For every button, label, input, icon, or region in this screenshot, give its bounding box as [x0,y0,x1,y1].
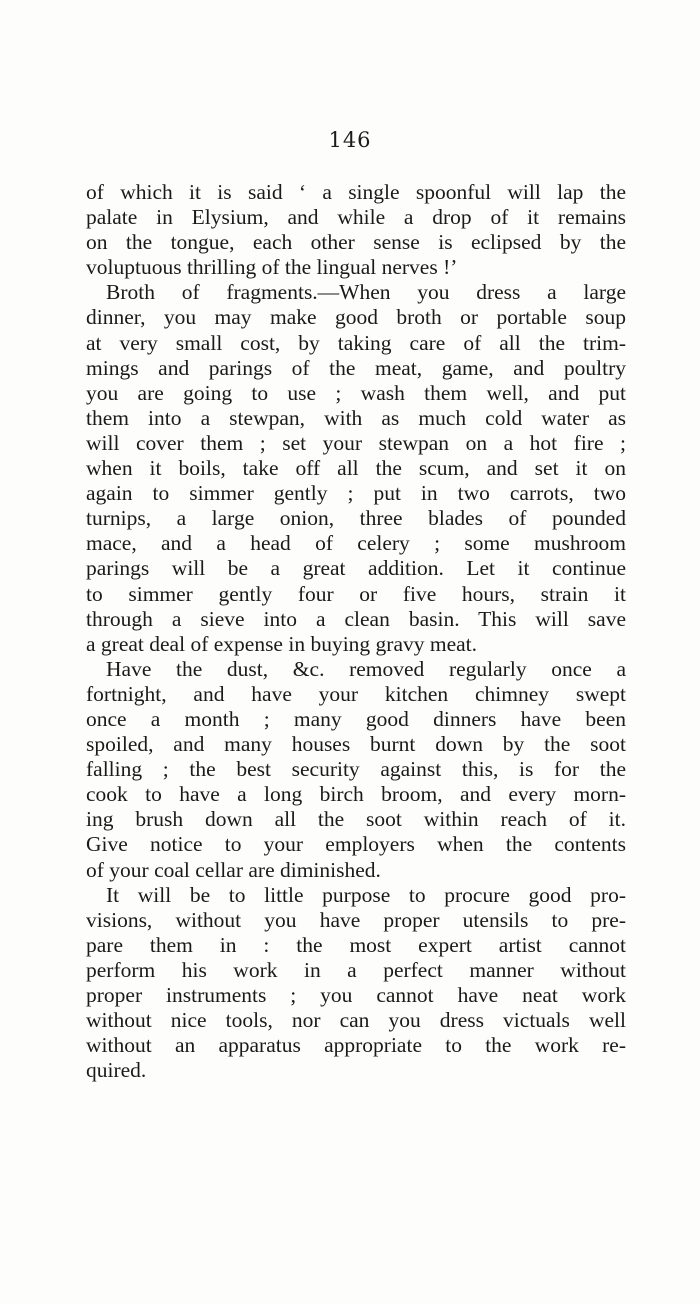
text-line: to simmer gently four or five hours, strain it [86,581,626,606]
page-number: 146 [328,128,372,152]
text-line: dinner, you may make good broth or portable soup [86,305,626,330]
text-line: ing brush down all the soot within reach of it. [86,807,626,832]
paragraph-start-utensils: It will be to little purpose to procure good pro- [106,882,626,907]
text-line: parings will be a great addition. Let it continue [86,556,626,581]
text-line: proper instruments ; you cannot have neat work [86,983,626,1007]
text-line: turnips, a large onion, three blades of pounded [86,506,626,531]
paragraph-start-dust-removal: Have the dust, &c. removed regularly once a [106,656,626,681]
text-line: without an apparatus appropriate to the work re- [86,1033,626,1058]
text-line: falling ; the best security against this, is for the [86,757,626,782]
text-line: quired. [86,1058,147,1083]
text-line: on the tongue, each other sense is eclipsed by the [86,230,626,255]
text-line: Give notice to your employers when the contents [86,832,626,857]
text-line: of which it is said ‘ a single spoonful will lap the [86,180,626,204]
text-line: them into a stewpan, with as much cold water as [86,405,626,430]
paragraph-start-broth-of-fragments: Broth of fragments.—When you dress a large [106,280,626,305]
text-line: will cover them ; set your stewpan on a hot fire ; [86,430,626,455]
text-line: when it boils, take off all the scum, and set it on [86,456,626,481]
text-line: cook to have a long birch broom, and every morn- [86,782,626,807]
text-line: spoiled, and many houses burnt down by the soot [86,732,626,757]
text-line: visions, without you have proper utensils to pre- [86,907,626,932]
text-line: again to simmer gently ; put in two carrots, two [86,481,626,506]
text-line: without nice tools, nor can you dress victuals well [86,1008,626,1033]
text-line: perform his work in a perfect manner without [86,957,626,982]
text-line: through a sieve into a clean basin. This will save [86,606,626,631]
text-line: fortnight, and have your kitchen chimney swept [86,681,626,706]
text-line: palate in Elysium, and while a drop of it remains [86,205,626,230]
text-line: mace, and a head of celery ; some mushroom [86,531,626,556]
text-line: pare them in : the most expert artist cannot [86,932,626,957]
text-line: you are going to use ; wash them well, and put [86,380,626,405]
text-line: of your coal cellar are diminished. [86,857,381,882]
text-line: a great deal of expense in buying gravy meat. [86,631,478,656]
text-line: voluptuous thrilling of the lingual nerves !’ [86,255,458,280]
text-line: at very small cost, by taking care of all the trim- [86,330,626,355]
body-text [86,180,626,1083]
text-line: mings and parings of the meat, game, and poultry [86,355,626,380]
text-line: once a month ; many good dinners have been [86,706,626,731]
